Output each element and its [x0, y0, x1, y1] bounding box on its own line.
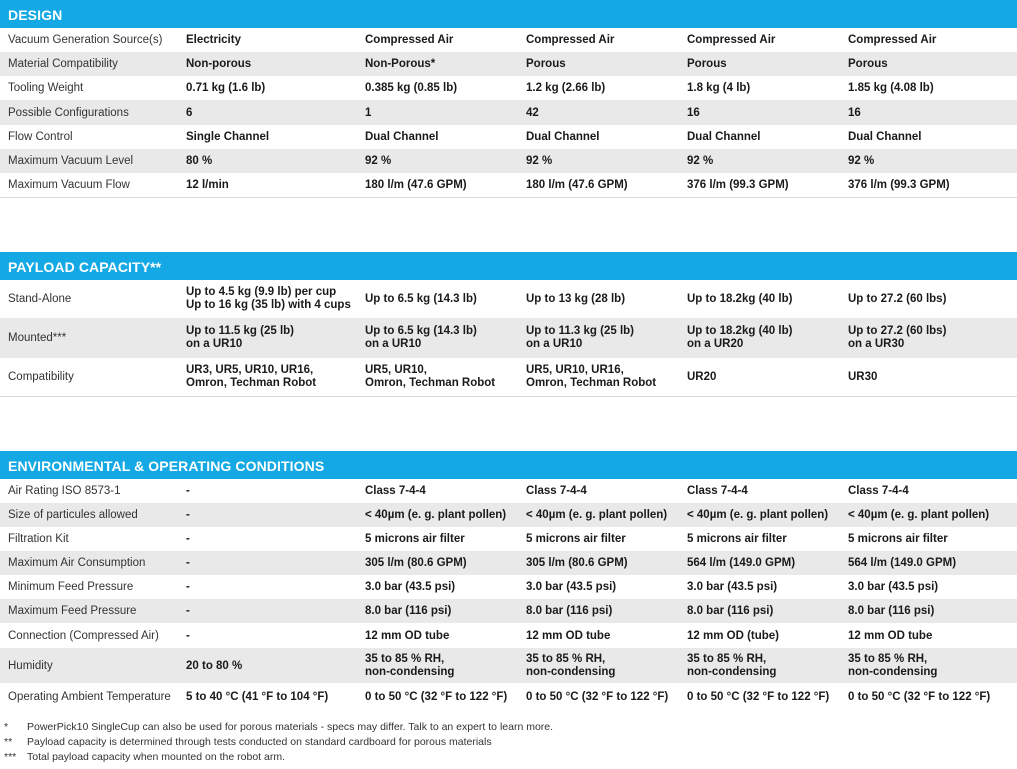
- value-line: non-condensing: [365, 665, 455, 678]
- value-cell: [365, 527, 526, 551]
- value-cell: Compressed Air: [687, 28, 848, 52]
- value-cell: 1: [365, 100, 526, 125]
- row-label: Flow Control: [0, 125, 186, 149]
- value-cell: [186, 527, 365, 551]
- value-line: 35 to 85 % RH,: [848, 652, 928, 665]
- value-cell: [365, 503, 526, 527]
- value-line: Up to 11.3 kg (25 lb): [526, 325, 634, 337]
- value-line: 12 mm OD (tube): [687, 629, 780, 642]
- value-line: on a UR20: [687, 338, 744, 350]
- value-cell: 1.2 kg (2.66 lb): [526, 76, 687, 100]
- value-cell: [848, 599, 1017, 623]
- value-cell: [526, 648, 687, 683]
- value-line: Class 7-4-4: [687, 485, 748, 497]
- table-row: [0, 125, 1017, 149]
- value-cell: [848, 683, 1017, 710]
- value-cell: [365, 280, 526, 318]
- value-cell: [848, 318, 1017, 358]
- footnote-mark: *: [4, 721, 9, 733]
- table-row: [0, 318, 1017, 358]
- value-cell: [526, 280, 687, 318]
- footnote-3: [0, 750, 1017, 765]
- value-line: -: [186, 485, 190, 497]
- value-line: 3.0 bar (43.5 psi): [848, 581, 939, 593]
- value-cell: [186, 358, 365, 396]
- value-cell: [365, 623, 526, 648]
- value-cell: [186, 599, 365, 623]
- value-line: UR5, UR10,: [365, 364, 427, 376]
- value-line: -: [186, 629, 190, 642]
- row-label: Connection (Compressed Air): [0, 623, 186, 648]
- value-cell: [365, 479, 526, 503]
- table-row: [0, 358, 1017, 396]
- value-line: -: [186, 581, 190, 593]
- value-line: Up to 6.5 kg (14.3 lb): [365, 293, 477, 305]
- row-label: Filtration Kit: [0, 527, 186, 551]
- payload-divider: [0, 396, 1017, 397]
- value-line: 305 l/m (80.6 GPM): [526, 557, 628, 569]
- value-line: non-condensing: [526, 665, 616, 678]
- table-row: [0, 599, 1017, 623]
- value-line: Omron, Techman Robot: [526, 377, 657, 389]
- value-cell: 0.385 kg (0.85 lb): [365, 76, 526, 100]
- value-cell: [687, 358, 848, 396]
- value-cell: [526, 575, 687, 599]
- value-cell: [186, 623, 365, 648]
- value-line: 564 l/m (149.0 GPM): [848, 557, 957, 569]
- value-line: 5 microns air filter: [526, 533, 626, 545]
- value-line: on a UR30: [848, 338, 905, 350]
- value-line: Up to 13 kg (28 lb): [526, 293, 626, 305]
- value-cell: [687, 575, 848, 599]
- value-line: 12 mm OD tube: [365, 629, 450, 642]
- value-cell: 16: [687, 100, 848, 125]
- value-cell: [687, 527, 848, 551]
- value-cell: Compressed Air: [526, 28, 687, 52]
- value-cell: [186, 551, 365, 575]
- value-line: non-condensing: [687, 665, 777, 678]
- value-line: 305 l/m (80.6 GPM): [365, 557, 467, 569]
- table-row: [0, 173, 1017, 197]
- value-cell: 1.8 kg (4 lb): [687, 76, 848, 100]
- value-line: -: [186, 509, 190, 521]
- value-cell: Porous: [687, 52, 848, 76]
- table-row: [0, 551, 1017, 575]
- value-cell: [186, 479, 365, 503]
- value-cell: [365, 648, 526, 683]
- design-table: [0, 28, 1017, 197]
- value-line: Class 7-4-4: [365, 485, 426, 497]
- value-line: 0 to 50 °C (32 °F to 122 °F): [526, 690, 669, 703]
- value-line: 35 to 85 % RH,: [526, 652, 606, 665]
- value-cell: [186, 503, 365, 527]
- row-label: Size of particules allowed: [0, 503, 186, 527]
- value-line: Up to 4.5 kg (9.9 lb) per cup: [186, 286, 337, 298]
- value-cell: [687, 503, 848, 527]
- value-line: < 40µm (e. g. plant pollen): [365, 509, 507, 521]
- table-row: [0, 479, 1017, 503]
- value-cell: [526, 527, 687, 551]
- value-cell: [687, 623, 848, 648]
- design-section: [0, 0, 1017, 197]
- value-line: 3.0 bar (43.5 psi): [365, 581, 456, 593]
- value-cell: [365, 683, 526, 710]
- value-line: 35 to 85 % RH,: [365, 652, 445, 665]
- value-cell: Dual Channel: [526, 125, 687, 149]
- value-cell: [365, 599, 526, 623]
- row-label: Vacuum Generation Source(s): [0, 28, 186, 52]
- value-cell: 12 l/min: [186, 173, 365, 197]
- value-cell: [186, 648, 365, 683]
- value-cell: [687, 551, 848, 575]
- row-label: Minimum Feed Pressure: [0, 575, 186, 599]
- value-cell: [848, 575, 1017, 599]
- value-cell: Porous: [848, 52, 1017, 76]
- value-cell: 376 l/m (99.3 GPM): [848, 173, 1017, 197]
- value-line: non-condensing: [848, 665, 938, 678]
- value-line: 0 to 50 °C (32 °F to 122 °F): [848, 690, 991, 703]
- value-cell: [848, 479, 1017, 503]
- value-cell: [687, 683, 848, 710]
- footnote-1: [0, 720, 1017, 735]
- value-line: Class 7-4-4: [526, 485, 587, 497]
- value-line: 5 to 40 °C (41 °F to 104 °F): [186, 690, 329, 703]
- value-cell: [526, 683, 687, 710]
- value-cell: [848, 551, 1017, 575]
- value-cell: 42: [526, 100, 687, 125]
- table-row: [0, 76, 1017, 100]
- table-row: [0, 575, 1017, 599]
- value-line: UR5, UR10, UR16,: [526, 364, 624, 376]
- value-line: Up to 18.2kg (40 lb): [687, 293, 793, 305]
- value-line: < 40µm (e. g. plant pollen): [848, 509, 990, 521]
- table-row: [0, 280, 1017, 318]
- value-line: 5 microns air filter: [848, 533, 948, 545]
- value-line: 8.0 bar (116 psi): [365, 605, 452, 617]
- value-cell: [526, 599, 687, 623]
- value-line: UR20: [687, 371, 717, 383]
- table-row: [0, 100, 1017, 125]
- value-cell: Dual Channel: [687, 125, 848, 149]
- value-cell: Compressed Air: [365, 28, 526, 52]
- value-line: -: [186, 533, 190, 545]
- value-line: 3.0 bar (43.5 psi): [526, 581, 617, 593]
- footnote-mark: **: [4, 736, 13, 748]
- table-row: [0, 149, 1017, 173]
- value-line: Up to 11.5 kg (25 lb): [186, 325, 294, 337]
- row-label: Air Rating ISO 8573-1: [0, 479, 186, 503]
- value-line: UR30: [848, 371, 878, 383]
- value-line: 0 to 50 °C (32 °F to 122 °F): [687, 690, 830, 703]
- footnote-mark: ***: [4, 751, 17, 763]
- value-cell: Dual Channel: [848, 125, 1017, 149]
- value-cell: Compressed Air: [848, 28, 1017, 52]
- value-cell: Dual Channel: [365, 125, 526, 149]
- table-row: [0, 648, 1017, 683]
- row-label: Maximum Air Consumption: [0, 551, 186, 575]
- value-line: 564 l/m (149.0 GPM): [687, 557, 796, 569]
- value-line: 8.0 bar (116 psi): [526, 605, 613, 617]
- footnote-text: Payload capacity is determined through tests conducted on standard cardboard for porous materials: [27, 736, 492, 748]
- value-line: 12 mm OD tube: [848, 629, 933, 642]
- value-cell: [186, 318, 365, 358]
- value-cell: [526, 551, 687, 575]
- value-line: 5 microns air filter: [365, 533, 465, 545]
- footnote-text: PowerPick10 SingleCup can also be used for porous materials - specs may differ. Talk to an expert to learn more.: [27, 721, 554, 733]
- value-cell: [526, 318, 687, 358]
- value-line: on a UR10: [365, 338, 422, 350]
- value-line: -: [186, 605, 190, 617]
- value-line: on a UR10: [186, 338, 243, 350]
- value-line: Class 7-4-4: [848, 485, 909, 497]
- value-cell: [687, 318, 848, 358]
- value-line: UR3, UR5, UR10, UR16,: [186, 364, 314, 376]
- payload-section: [0, 252, 1017, 396]
- value-cell: 92 %: [526, 149, 687, 173]
- value-cell: [848, 648, 1017, 683]
- value-line: Up to 27.2 (60 lbs): [848, 293, 947, 305]
- value-cell: Electricity: [186, 28, 365, 52]
- value-line: 12 mm OD tube: [526, 629, 611, 642]
- value-line: 5 microns air filter: [687, 533, 787, 545]
- value-cell: 1.85 kg (4.08 lb): [848, 76, 1017, 100]
- footnotes: [0, 720, 1017, 765]
- footnote-text: Total payload capacity when mounted on the robot arm.: [27, 751, 285, 763]
- value-cell: [526, 479, 687, 503]
- value-cell: [687, 648, 848, 683]
- value-cell: 180 l/m (47.6 GPM): [365, 173, 526, 197]
- row-label: Compatibility: [0, 358, 186, 396]
- value-line: -: [186, 557, 190, 569]
- row-label: Material Compatibility: [0, 52, 186, 76]
- value-line: 8.0 bar (116 psi): [848, 605, 935, 617]
- value-cell: 80 %: [186, 149, 365, 173]
- table-row: [0, 28, 1017, 52]
- row-label: Humidity: [0, 648, 186, 683]
- row-label: Possible Configurations: [0, 100, 186, 125]
- value-cell: [365, 318, 526, 358]
- value-cell: 6: [186, 100, 365, 125]
- value-line: < 40µm (e. g. plant pollen): [526, 509, 668, 521]
- value-cell: [526, 623, 687, 648]
- value-cell: [687, 280, 848, 318]
- value-cell: [365, 551, 526, 575]
- value-cell: 16: [848, 100, 1017, 125]
- value-cell: 92 %: [365, 149, 526, 173]
- value-line: 35 to 85 % RH,: [687, 652, 767, 665]
- value-cell: [848, 503, 1017, 527]
- value-cell: [186, 280, 365, 318]
- value-cell: Non-porous: [186, 52, 365, 76]
- value-line: Up to 16 kg (35 lb) with 4 cups: [186, 299, 351, 311]
- value-cell: 92 %: [848, 149, 1017, 173]
- value-cell: [848, 527, 1017, 551]
- design-header: DESIGN: [0, 0, 1017, 28]
- value-line: Omron, Techman Robot: [365, 377, 496, 389]
- value-line: Up to 6.5 kg (14.3 lb): [365, 325, 477, 337]
- table-row: [0, 503, 1017, 527]
- payload-table: [0, 280, 1017, 396]
- payload-header: PAYLOAD CAPACITY**: [0, 252, 1017, 280]
- value-line: on a UR10: [526, 338, 583, 350]
- row-label: Stand-Alone: [0, 280, 186, 318]
- table-row: [0, 52, 1017, 76]
- value-line: 20 to 80 %: [186, 659, 243, 672]
- row-label: Operating Ambient Temperature: [0, 683, 186, 710]
- value-cell: [848, 623, 1017, 648]
- value-cell: 376 l/m (99.3 GPM): [687, 173, 848, 197]
- row-label: Maximum Vacuum Level: [0, 149, 186, 173]
- table-row: [0, 527, 1017, 551]
- value-cell: [365, 358, 526, 396]
- value-cell: Non-Porous*: [365, 52, 526, 76]
- value-line: < 40µm (e. g. plant pollen): [687, 509, 829, 521]
- value-cell: [687, 599, 848, 623]
- value-cell: [186, 683, 365, 710]
- value-cell: Porous: [526, 52, 687, 76]
- value-line: Omron, Techman Robot: [186, 377, 317, 389]
- value-cell: [848, 280, 1017, 318]
- value-cell: 0.71 kg (1.6 lb): [186, 76, 365, 100]
- value-cell: [526, 358, 687, 396]
- value-cell: [526, 503, 687, 527]
- value-cell: [848, 358, 1017, 396]
- value-cell: [186, 575, 365, 599]
- table-row: [0, 623, 1017, 648]
- value-line: 3.0 bar (43.5 psi): [687, 581, 778, 593]
- value-line: Up to 18.2kg (40 lb): [687, 325, 793, 337]
- environment-header: ENVIRONMENTAL & OPERATING CONDITIONS: [0, 451, 1017, 479]
- row-label: Maximum Vacuum Flow: [0, 173, 186, 197]
- row-label: Mounted***: [0, 318, 186, 358]
- value-cell: 92 %: [687, 149, 848, 173]
- value-line: Up to 27.2 (60 lbs): [848, 325, 947, 337]
- value-cell: 180 l/m (47.6 GPM): [526, 173, 687, 197]
- row-label: Maximum Feed Pressure: [0, 599, 186, 623]
- value-line: 8.0 bar (116 psi): [687, 605, 774, 617]
- table-row: [0, 683, 1017, 710]
- design-divider: [0, 197, 1017, 198]
- value-cell: Single Channel: [186, 125, 365, 149]
- value-line: 0 to 50 °C (32 °F to 122 °F): [365, 690, 508, 703]
- value-cell: [687, 479, 848, 503]
- footnote-2: [0, 735, 1017, 750]
- value-cell: [365, 575, 526, 599]
- environment-section: [0, 451, 1017, 710]
- environment-table: [0, 479, 1017, 710]
- row-label: Tooling Weight: [0, 76, 186, 100]
